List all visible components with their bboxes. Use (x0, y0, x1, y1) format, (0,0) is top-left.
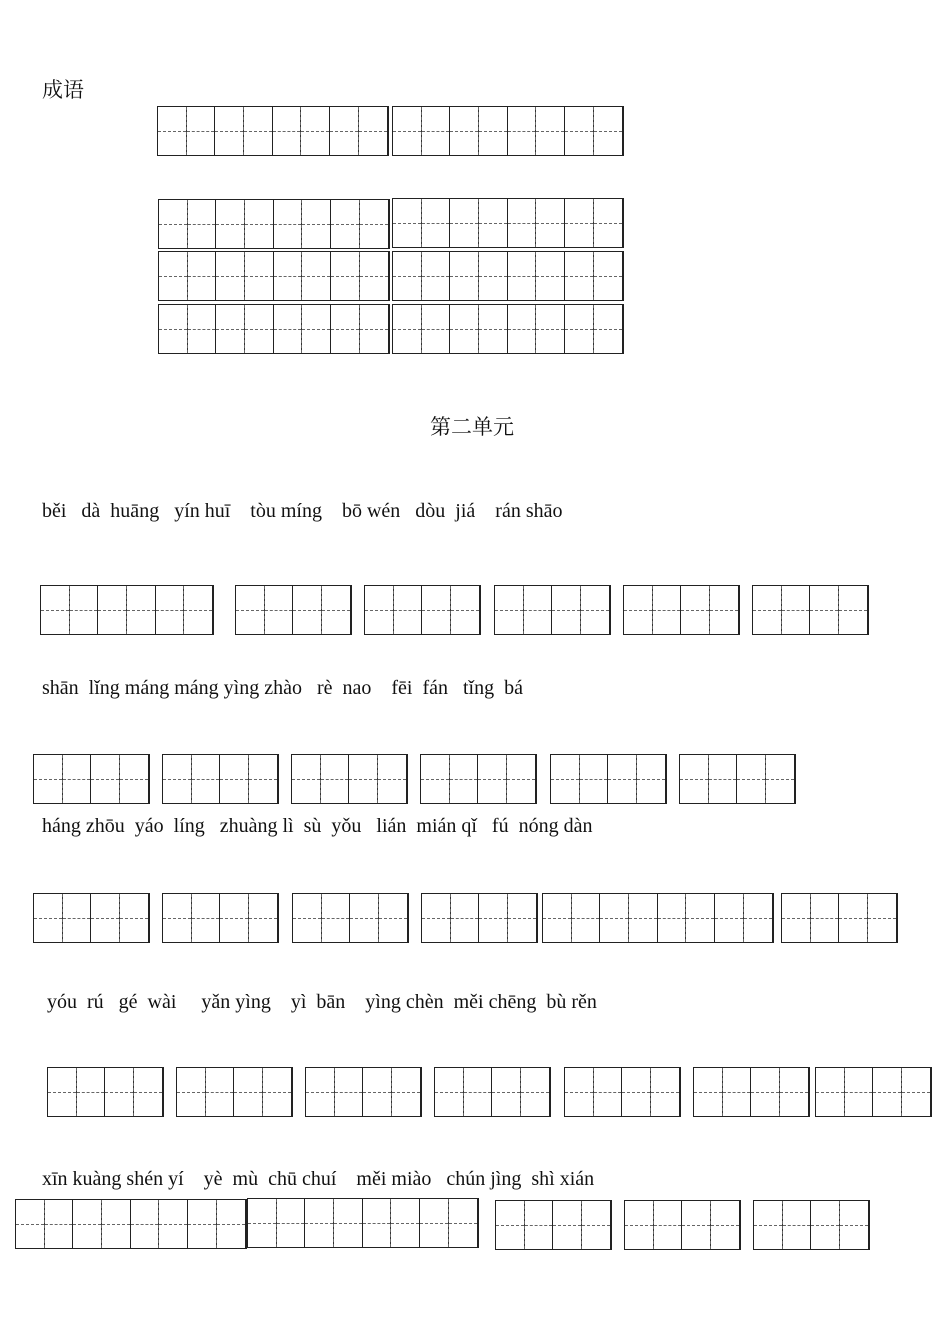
grid-cell[interactable] (274, 305, 303, 353)
grid-cell[interactable] (594, 1068, 623, 1116)
grid-cell[interactable] (360, 252, 389, 300)
grid-cell[interactable] (131, 1200, 160, 1248)
grid-cell[interactable] (248, 1199, 277, 1247)
grid-cell[interactable] (34, 894, 63, 942)
grid-cell[interactable] (783, 1201, 812, 1249)
writing-grid[interactable] (47, 1067, 164, 1117)
grid-cell[interactable] (464, 1068, 493, 1116)
grid-cell[interactable] (394, 586, 423, 634)
grid-cell[interactable] (305, 1199, 334, 1247)
grid-cell[interactable] (682, 1201, 711, 1249)
grid-cell[interactable] (192, 755, 221, 803)
grid-cell[interactable] (572, 894, 601, 942)
grid-cell[interactable] (420, 1199, 449, 1247)
grid-cell[interactable] (450, 199, 479, 247)
grid-cell[interactable] (334, 1199, 363, 1247)
writing-grid[interactable] (235, 585, 352, 635)
grid-cell[interactable] (277, 1199, 306, 1247)
grid-cell[interactable] (840, 1201, 869, 1249)
grid-cell[interactable] (552, 586, 581, 634)
grid-cell[interactable] (274, 200, 303, 248)
grid-cell[interactable] (91, 755, 120, 803)
grid-cell[interactable] (565, 107, 594, 155)
grid-cell[interactable] (811, 1201, 840, 1249)
grid-cell[interactable] (249, 755, 278, 803)
writing-grid[interactable] (815, 1067, 932, 1117)
grid-cell[interactable] (70, 586, 99, 634)
grid-cell[interactable] (711, 1201, 740, 1249)
grid-cell[interactable] (91, 894, 120, 942)
grid-cell[interactable] (188, 305, 217, 353)
grid-cell[interactable] (565, 305, 594, 353)
grid-cell[interactable] (422, 252, 451, 300)
writing-grid[interactable] (305, 1067, 422, 1117)
grid-cell[interactable] (245, 305, 274, 353)
grid-cell[interactable] (622, 1068, 651, 1116)
grid-cell[interactable] (105, 1068, 134, 1116)
grid-cell[interactable] (293, 586, 322, 634)
writing-grid[interactable] (679, 754, 796, 804)
grid-cell[interactable] (637, 755, 666, 803)
grid-cell[interactable] (159, 1200, 188, 1248)
grid-cell[interactable] (450, 252, 479, 300)
grid-cell[interactable] (422, 107, 451, 155)
idiom-heading: 成语 (42, 78, 84, 102)
grid-cell[interactable] (322, 586, 351, 634)
grid-cell[interactable] (435, 1068, 464, 1116)
grid-cell[interactable] (478, 755, 507, 803)
writing-grid[interactable] (392, 198, 624, 248)
grid-cell[interactable] (751, 1068, 780, 1116)
writing-grid[interactable] (162, 893, 279, 943)
writing-grid[interactable] (781, 893, 898, 943)
grid-cell[interactable] (653, 586, 682, 634)
writing-grid[interactable] (421, 893, 538, 943)
grid-cell[interactable] (709, 755, 738, 803)
writing-grid[interactable] (291, 754, 408, 804)
grid-cell[interactable] (322, 894, 351, 942)
grid-cell[interactable] (63, 894, 92, 942)
grid-cell[interactable] (479, 252, 508, 300)
grid-cell[interactable] (536, 252, 565, 300)
grid-cell[interactable] (163, 894, 192, 942)
writing-grid[interactable] (157, 106, 389, 156)
pinyin-row-4: yóu rú gé wài yǎn yìng yì bān yìng chèn měi chēng bù rěn (42, 991, 597, 1013)
grid-cell[interactable] (330, 107, 359, 155)
grid-cell[interactable] (810, 586, 839, 634)
grid-cell[interactable] (184, 586, 213, 634)
grid-cell[interactable] (393, 199, 422, 247)
grid-cell[interactable] (159, 252, 188, 300)
grid-cell[interactable] (393, 252, 422, 300)
grid-cell[interactable] (127, 586, 156, 634)
grid-cell[interactable] (134, 1068, 163, 1116)
grid-cell[interactable] (393, 305, 422, 353)
writing-grid[interactable] (495, 1200, 612, 1250)
grid-cell[interactable] (479, 199, 508, 247)
grid-cell[interactable] (77, 1068, 106, 1116)
grid-cell[interactable] (163, 755, 192, 803)
grid-cell[interactable] (393, 107, 422, 155)
grid-cell[interactable] (625, 1201, 654, 1249)
grid-cell[interactable] (120, 894, 149, 942)
grid-cell[interactable] (321, 755, 350, 803)
grid-cell[interactable] (600, 894, 629, 942)
grid-cell[interactable] (816, 1068, 845, 1116)
grid-cell[interactable] (302, 252, 331, 300)
grid-cell[interactable] (302, 200, 331, 248)
writing-grid[interactable] (158, 251, 390, 301)
grid-cell[interactable] (120, 755, 149, 803)
writing-grid[interactable] (542, 893, 774, 943)
writing-grid[interactable] (494, 585, 611, 635)
grid-cell[interactable] (220, 894, 249, 942)
grid-cell[interactable] (608, 755, 637, 803)
grid-cell[interactable] (551, 755, 580, 803)
writing-grid[interactable] (420, 754, 537, 804)
grid-cell[interactable] (244, 107, 273, 155)
unit-title: 第二单元 (430, 415, 514, 439)
grid-cell[interactable] (45, 1200, 74, 1248)
grid-cell[interactable] (451, 586, 480, 634)
grid-cell[interactable] (782, 894, 811, 942)
pinyin-row-5: xīn kuàng shén yí yè mù chū chuí měi miào chún jìng shì xián (42, 1168, 595, 1190)
grid-cell[interactable] (594, 199, 623, 247)
grid-cell[interactable] (236, 586, 265, 634)
grid-cell[interactable] (73, 1200, 102, 1248)
grid-cell[interactable] (449, 1199, 478, 1247)
grid-cell[interactable] (495, 586, 524, 634)
writing-grid[interactable] (364, 585, 481, 635)
grid-cell[interactable] (273, 107, 302, 155)
grid-cell[interactable] (41, 586, 70, 634)
grid-cell[interactable] (536, 305, 565, 353)
grid-cell[interactable] (479, 305, 508, 353)
grid-cell[interactable] (102, 1200, 131, 1248)
grid-cell[interactable] (234, 1068, 263, 1116)
grid-cell[interactable] (392, 1068, 421, 1116)
grid-cell[interactable] (479, 894, 508, 942)
grid-cell[interactable] (48, 1068, 77, 1116)
grid-cell[interactable] (553, 1201, 582, 1249)
grid-cell[interactable] (654, 1201, 683, 1249)
writing-grid[interactable] (158, 199, 390, 249)
grid-cell[interactable] (34, 755, 63, 803)
grid-cell[interactable] (508, 894, 537, 942)
grid-cell[interactable] (508, 107, 537, 155)
grid-cell[interactable] (216, 305, 245, 353)
grid-cell[interactable] (156, 586, 185, 634)
writing-grid[interactable] (247, 1198, 479, 1248)
grid-cell[interactable] (744, 894, 773, 942)
grid-cell[interactable] (594, 305, 623, 353)
grid-cell[interactable] (624, 586, 653, 634)
grid-cell[interactable] (217, 1200, 246, 1248)
grid-cell[interactable] (306, 1068, 335, 1116)
grid-cell[interactable] (359, 107, 388, 155)
grid-cell[interactable] (365, 586, 394, 634)
grid-cell[interactable] (363, 1199, 392, 1247)
writing-grid[interactable] (158, 304, 390, 354)
grid-cell[interactable] (350, 894, 379, 942)
grid-cell[interactable] (177, 1068, 206, 1116)
writing-grid[interactable] (550, 754, 667, 804)
grid-cell[interactable] (188, 200, 217, 248)
writing-grid[interactable] (392, 304, 624, 354)
grid-cell[interactable] (331, 200, 360, 248)
grid-cell[interactable] (422, 305, 451, 353)
grid-cell[interactable] (187, 107, 216, 155)
pinyin-row-2: shān lǐng máng máng yìng zhào rè nao fēi fán tǐng bá (42, 677, 523, 699)
writing-grid[interactable] (753, 1200, 870, 1250)
grid-cell[interactable] (651, 1068, 680, 1116)
writing-grid[interactable] (176, 1067, 293, 1117)
grid-cell[interactable] (349, 755, 378, 803)
grid-cell[interactable] (335, 1068, 364, 1116)
grid-cell[interactable] (292, 755, 321, 803)
grid-cell[interactable] (192, 894, 221, 942)
grid-cell[interactable] (274, 252, 303, 300)
grid-cell[interactable] (681, 586, 710, 634)
grid-cell[interactable] (580, 755, 609, 803)
writing-grid[interactable] (15, 1199, 247, 1249)
grid-cell[interactable] (782, 586, 811, 634)
grid-cell[interactable] (492, 1068, 521, 1116)
grid-cell[interactable] (363, 1068, 392, 1116)
pinyin-row-3: háng zhōu yáo líng zhuàng lì sù yǒu lián mián qǐ fú nóng dàn (42, 815, 593, 837)
grid-cell[interactable] (215, 107, 244, 155)
grid-cell[interactable] (450, 305, 479, 353)
grid-cell[interactable] (524, 586, 553, 634)
grid-cell[interactable] (391, 1199, 420, 1247)
grid-cell[interactable] (302, 305, 331, 353)
grid-cell[interactable] (249, 894, 278, 942)
grid-cell[interactable] (508, 199, 537, 247)
grid-cell[interactable] (565, 1068, 594, 1116)
writing-grid[interactable] (392, 106, 624, 156)
grid-cell[interactable] (451, 894, 480, 942)
writing-grid[interactable] (564, 1067, 681, 1117)
grid-cell[interactable] (565, 199, 594, 247)
writing-grid[interactable] (292, 893, 409, 943)
writing-grid[interactable] (693, 1067, 810, 1117)
grid-cell[interactable] (216, 200, 245, 248)
grid-cell[interactable] (694, 1068, 723, 1116)
grid-cell[interactable] (220, 755, 249, 803)
grid-cell[interactable] (422, 894, 451, 942)
grid-cell[interactable] (753, 586, 782, 634)
grid-cell[interactable] (378, 755, 407, 803)
writing-grid[interactable] (752, 585, 869, 635)
grid-cell[interactable] (265, 586, 294, 634)
writing-grid[interactable] (392, 251, 624, 301)
grid-cell[interactable] (737, 755, 766, 803)
grid-cell[interactable] (421, 755, 450, 803)
grid-cell[interactable] (594, 252, 623, 300)
grid-cell[interactable] (450, 107, 479, 155)
grid-cell[interactable] (543, 894, 572, 942)
grid-cell[interactable] (245, 252, 274, 300)
grid-cell[interactable] (63, 755, 92, 803)
writing-grid[interactable] (434, 1067, 551, 1117)
grid-cell[interactable] (496, 1201, 525, 1249)
grid-cell[interactable] (293, 894, 322, 942)
grid-cell[interactable] (780, 1068, 809, 1116)
grid-cell[interactable] (845, 1068, 874, 1116)
grid-cell[interactable] (658, 894, 687, 942)
pinyin-row-1: běi dà huāng yín huī tòu míng bō wén dòu jiá rán shāo (42, 500, 563, 522)
grid-cell[interactable] (216, 252, 245, 300)
grid-cell[interactable] (507, 755, 536, 803)
writing-grid[interactable] (162, 754, 279, 804)
grid-cell[interactable] (331, 305, 360, 353)
grid-cell[interactable] (581, 586, 610, 634)
grid-cell[interactable] (206, 1068, 235, 1116)
grid-cell[interactable] (525, 1201, 554, 1249)
grid-cell[interactable] (360, 200, 389, 248)
grid-cell[interactable] (839, 586, 868, 634)
grid-cell[interactable] (331, 252, 360, 300)
grid-cell[interactable] (536, 199, 565, 247)
grid-cell[interactable] (508, 252, 537, 300)
writing-grid[interactable] (623, 585, 740, 635)
grid-cell[interactable] (159, 200, 188, 248)
grid-cell[interactable] (360, 305, 389, 353)
grid-cell[interactable] (710, 586, 739, 634)
grid-cell[interactable] (868, 894, 897, 942)
grid-cell[interactable] (754, 1201, 783, 1249)
grid-cell[interactable] (188, 252, 217, 300)
grid-cell[interactable] (686, 894, 715, 942)
grid-cell[interactable] (873, 1068, 902, 1116)
grid-cell[interactable] (188, 1200, 217, 1248)
grid-cell[interactable] (263, 1068, 292, 1116)
grid-cell[interactable] (245, 200, 274, 248)
grid-cell[interactable] (508, 305, 537, 353)
grid-cell[interactable] (98, 586, 127, 634)
grid-cell[interactable] (16, 1200, 45, 1248)
grid-cell[interactable] (680, 755, 709, 803)
writing-grid[interactable] (624, 1200, 741, 1250)
grid-cell[interactable] (479, 107, 508, 155)
grid-cell[interactable] (379, 894, 408, 942)
grid-cell[interactable] (422, 586, 451, 634)
writing-grid[interactable] (40, 585, 214, 635)
grid-cell[interactable] (565, 252, 594, 300)
grid-cell[interactable] (811, 894, 840, 942)
grid-cell[interactable] (159, 305, 188, 353)
grid-cell[interactable] (521, 1068, 550, 1116)
grid-cell[interactable] (629, 894, 658, 942)
grid-cell[interactable] (301, 107, 330, 155)
grid-cell[interactable] (723, 1068, 752, 1116)
writing-grid[interactable] (33, 754, 150, 804)
grid-cell[interactable] (536, 107, 565, 155)
grid-cell[interactable] (450, 755, 479, 803)
grid-cell[interactable] (594, 107, 623, 155)
grid-cell[interactable] (158, 107, 187, 155)
grid-cell[interactable] (766, 755, 795, 803)
grid-cell[interactable] (582, 1201, 611, 1249)
grid-cell[interactable] (715, 894, 744, 942)
grid-cell[interactable] (839, 894, 868, 942)
writing-grid[interactable] (33, 893, 150, 943)
grid-cell[interactable] (422, 199, 451, 247)
grid-cell[interactable] (902, 1068, 931, 1116)
